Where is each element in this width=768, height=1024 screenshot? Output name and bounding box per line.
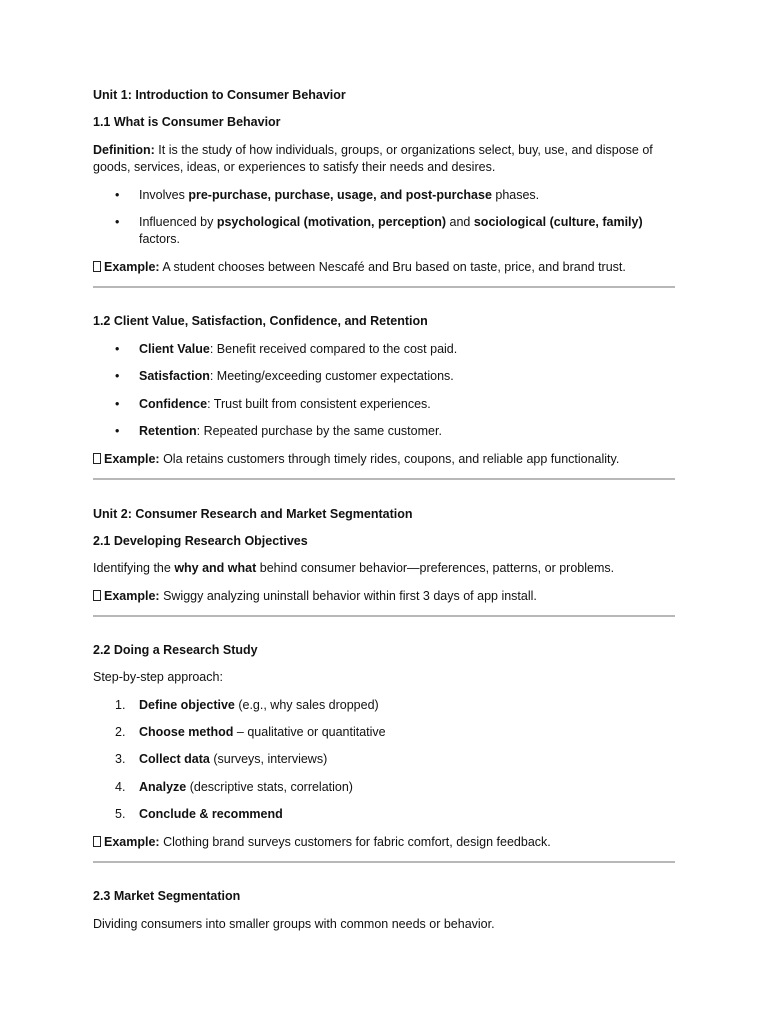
paragraph-text: Identifying the — [93, 561, 175, 575]
bullet-bold-text: psychological (motivation, perception) — [216, 215, 447, 229]
example-line — [93, 259, 683, 276]
example-label: Example: — [104, 260, 160, 274]
paragraph-bold-text: why and what — [174, 561, 257, 575]
definition-text: It is the study of how individuals, groups, or organizations select, buy, use, and dispose of goods, services, ideas, or experiences to satisfy their needs and desires. — [93, 143, 653, 174]
example-line — [93, 588, 683, 605]
bullet-text: factors. — [139, 232, 180, 246]
example-text: Clothing brand surveys customers for fabric comfort, design feedback. — [159, 835, 551, 849]
bullet-dot-icon: • — [115, 188, 120, 202]
divider — [93, 861, 675, 863]
step-number: 5. — [115, 807, 126, 821]
bullet-dot-icon: • — [115, 215, 120, 229]
bullet-text: phases. — [491, 188, 540, 202]
step-description: (descriptive stats, correlation) — [186, 780, 353, 794]
divider — [93, 286, 675, 288]
bullet-dot-icon: • — [115, 369, 120, 383]
bullet-text: Influenced by — [139, 215, 217, 229]
divider — [93, 615, 675, 617]
section-2-2-heading: 2.2 Doing a Research Study — [93, 643, 258, 657]
bullet-dot-icon: • — [115, 397, 120, 411]
example-label: Example: — [104, 835, 160, 849]
bullet-text: and — [446, 215, 474, 229]
step-term: Conclude & recommend — [139, 807, 283, 821]
unit2-title: Unit 2: Consumer Research and Market Segmentation — [93, 507, 413, 521]
step-number: 2. — [115, 725, 126, 739]
pin-icon — [93, 261, 101, 272]
term-description: : Meeting/exceeding customer expectations. — [209, 369, 454, 383]
step-term: Analyze — [139, 780, 187, 794]
bullet-dot-icon: • — [115, 424, 120, 438]
objectives-paragraph — [93, 560, 683, 577]
step-term: Choose method — [139, 725, 234, 739]
example-text: Ola retains customers through timely rides, coupons, and reliable app functionality. — [159, 452, 620, 466]
bullet-dot-icon: • — [115, 342, 120, 356]
paragraph-text: behind consumer behavior—preferences, patterns, or problems. — [256, 561, 615, 575]
bullet-bold-text: pre-purchase, purchase, usage, and post-purchase — [188, 188, 492, 202]
term-label: Retention — [139, 424, 197, 438]
term-description: : Benefit received compared to the cost paid. — [209, 342, 458, 356]
term-label: Satisfaction — [139, 369, 210, 383]
pin-icon — [93, 836, 101, 847]
pin-icon — [93, 453, 101, 464]
section-1-1-heading: 1.1 What is Consumer Behavior — [93, 115, 281, 129]
step-number: 3. — [115, 752, 126, 766]
divider — [93, 478, 675, 480]
definition-paragraph — [93, 142, 683, 176]
section-1-2-heading: 1.2 Client Value, Satisfaction, Confidence, and Retention — [93, 314, 428, 328]
term-label: Client Value — [139, 342, 210, 356]
step-term: Collect data — [139, 752, 210, 766]
example-text: Swiggy analyzing uninstall behavior within first 3 days of app install. — [159, 589, 537, 603]
step-term: Define objective — [139, 698, 235, 712]
term-description: : Trust built from consistent experiences. — [207, 397, 431, 411]
section-2-3-heading: 2.3 Market Segmentation — [93, 889, 241, 903]
segmentation-paragraph: Dividing consumers into smaller groups with common needs or behavior. — [93, 917, 495, 931]
term-description: : Repeated purchase by the same customer. — [196, 424, 442, 438]
bullet-bold-text: sociological (culture, family) — [473, 215, 643, 229]
step-number: 1. — [115, 698, 126, 712]
pin-icon — [93, 590, 101, 601]
step-description: (e.g., why sales dropped) — [234, 698, 379, 712]
step-description: – qualitative or quantitative — [233, 725, 386, 739]
section-2-1-heading: 2.1 Developing Research Objectives — [93, 534, 308, 548]
step-number: 4. — [115, 780, 126, 794]
definition-label: Definition: — [93, 143, 155, 157]
example-line — [93, 451, 683, 468]
example-line — [93, 834, 683, 851]
term-label: Confidence — [139, 397, 208, 411]
steps-intro: Step-by-step approach: — [93, 670, 223, 684]
example-label: Example: — [104, 589, 160, 603]
example-text: A student chooses between Nescafé and Bru based on taste, price, and brand trust. — [159, 260, 626, 274]
example-label: Example: — [104, 452, 160, 466]
bullet-text: Involves — [139, 188, 189, 202]
step-description: (surveys, interviews) — [209, 752, 328, 766]
unit1-title: Unit 1: Introduction to Consumer Behavior — [93, 88, 346, 102]
